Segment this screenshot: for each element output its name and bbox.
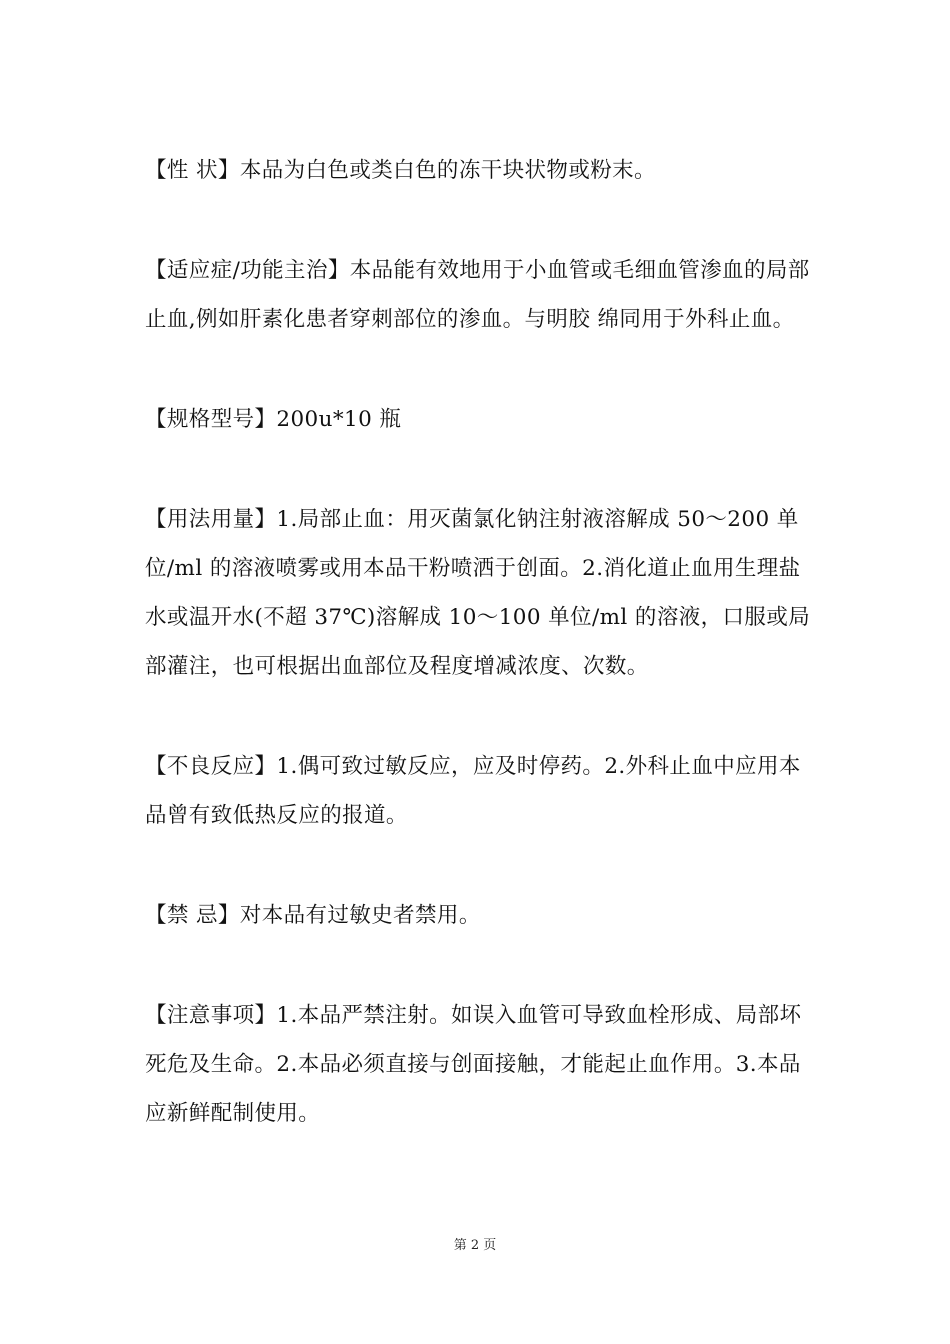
section-contraindications: 【禁 忌】对本品有过敏史者禁用。 bbox=[145, 903, 481, 928]
page-number: 第 2 页 bbox=[453, 1238, 497, 1253]
section-indications: 【适应症/功能主治】本品能有效地用于小血管或毛细血管渗血的局部止血,例如肝素化患者穿刺部位的渗血。与明胶 绵同用于外科止血。 bbox=[145, 258, 810, 332]
section-specification: 【规格型号】200u*10 瓶 bbox=[145, 407, 402, 432]
section-dosage: 【用法用量】1.局部止血：用灭菌氯化钠注射液溶解成 50～200 单位/ml 的溶液喷雾或用本品干粉喷洒于创面。2.消化道止血用生理盐水或温开水(不超 37℃)溶解成 10～100 单位/ml 的溶液，口服或局部灌注，也可根据出血部位及程度增减浓度、次数。 bbox=[145, 507, 811, 679]
section-appearance: 【性 状】本品为白色或类白色的冻干块状物或粉末。 bbox=[145, 158, 656, 183]
section-adverse-reactions: 【不良反应】1.偶可致过敏反应，应及时停药。2.外科止血中应用本品曾有致低热反应的报道。 bbox=[145, 754, 801, 828]
document-body bbox=[145, 146, 815, 1189]
section-precautions: 【注意事项】1.本品严禁注射。如误入血管可导致血栓形成、局部坏死危及生命。2.本品必须直接与创面接触，才能起止血作用。3.本品应新鲜配制使用。 bbox=[145, 1003, 802, 1126]
